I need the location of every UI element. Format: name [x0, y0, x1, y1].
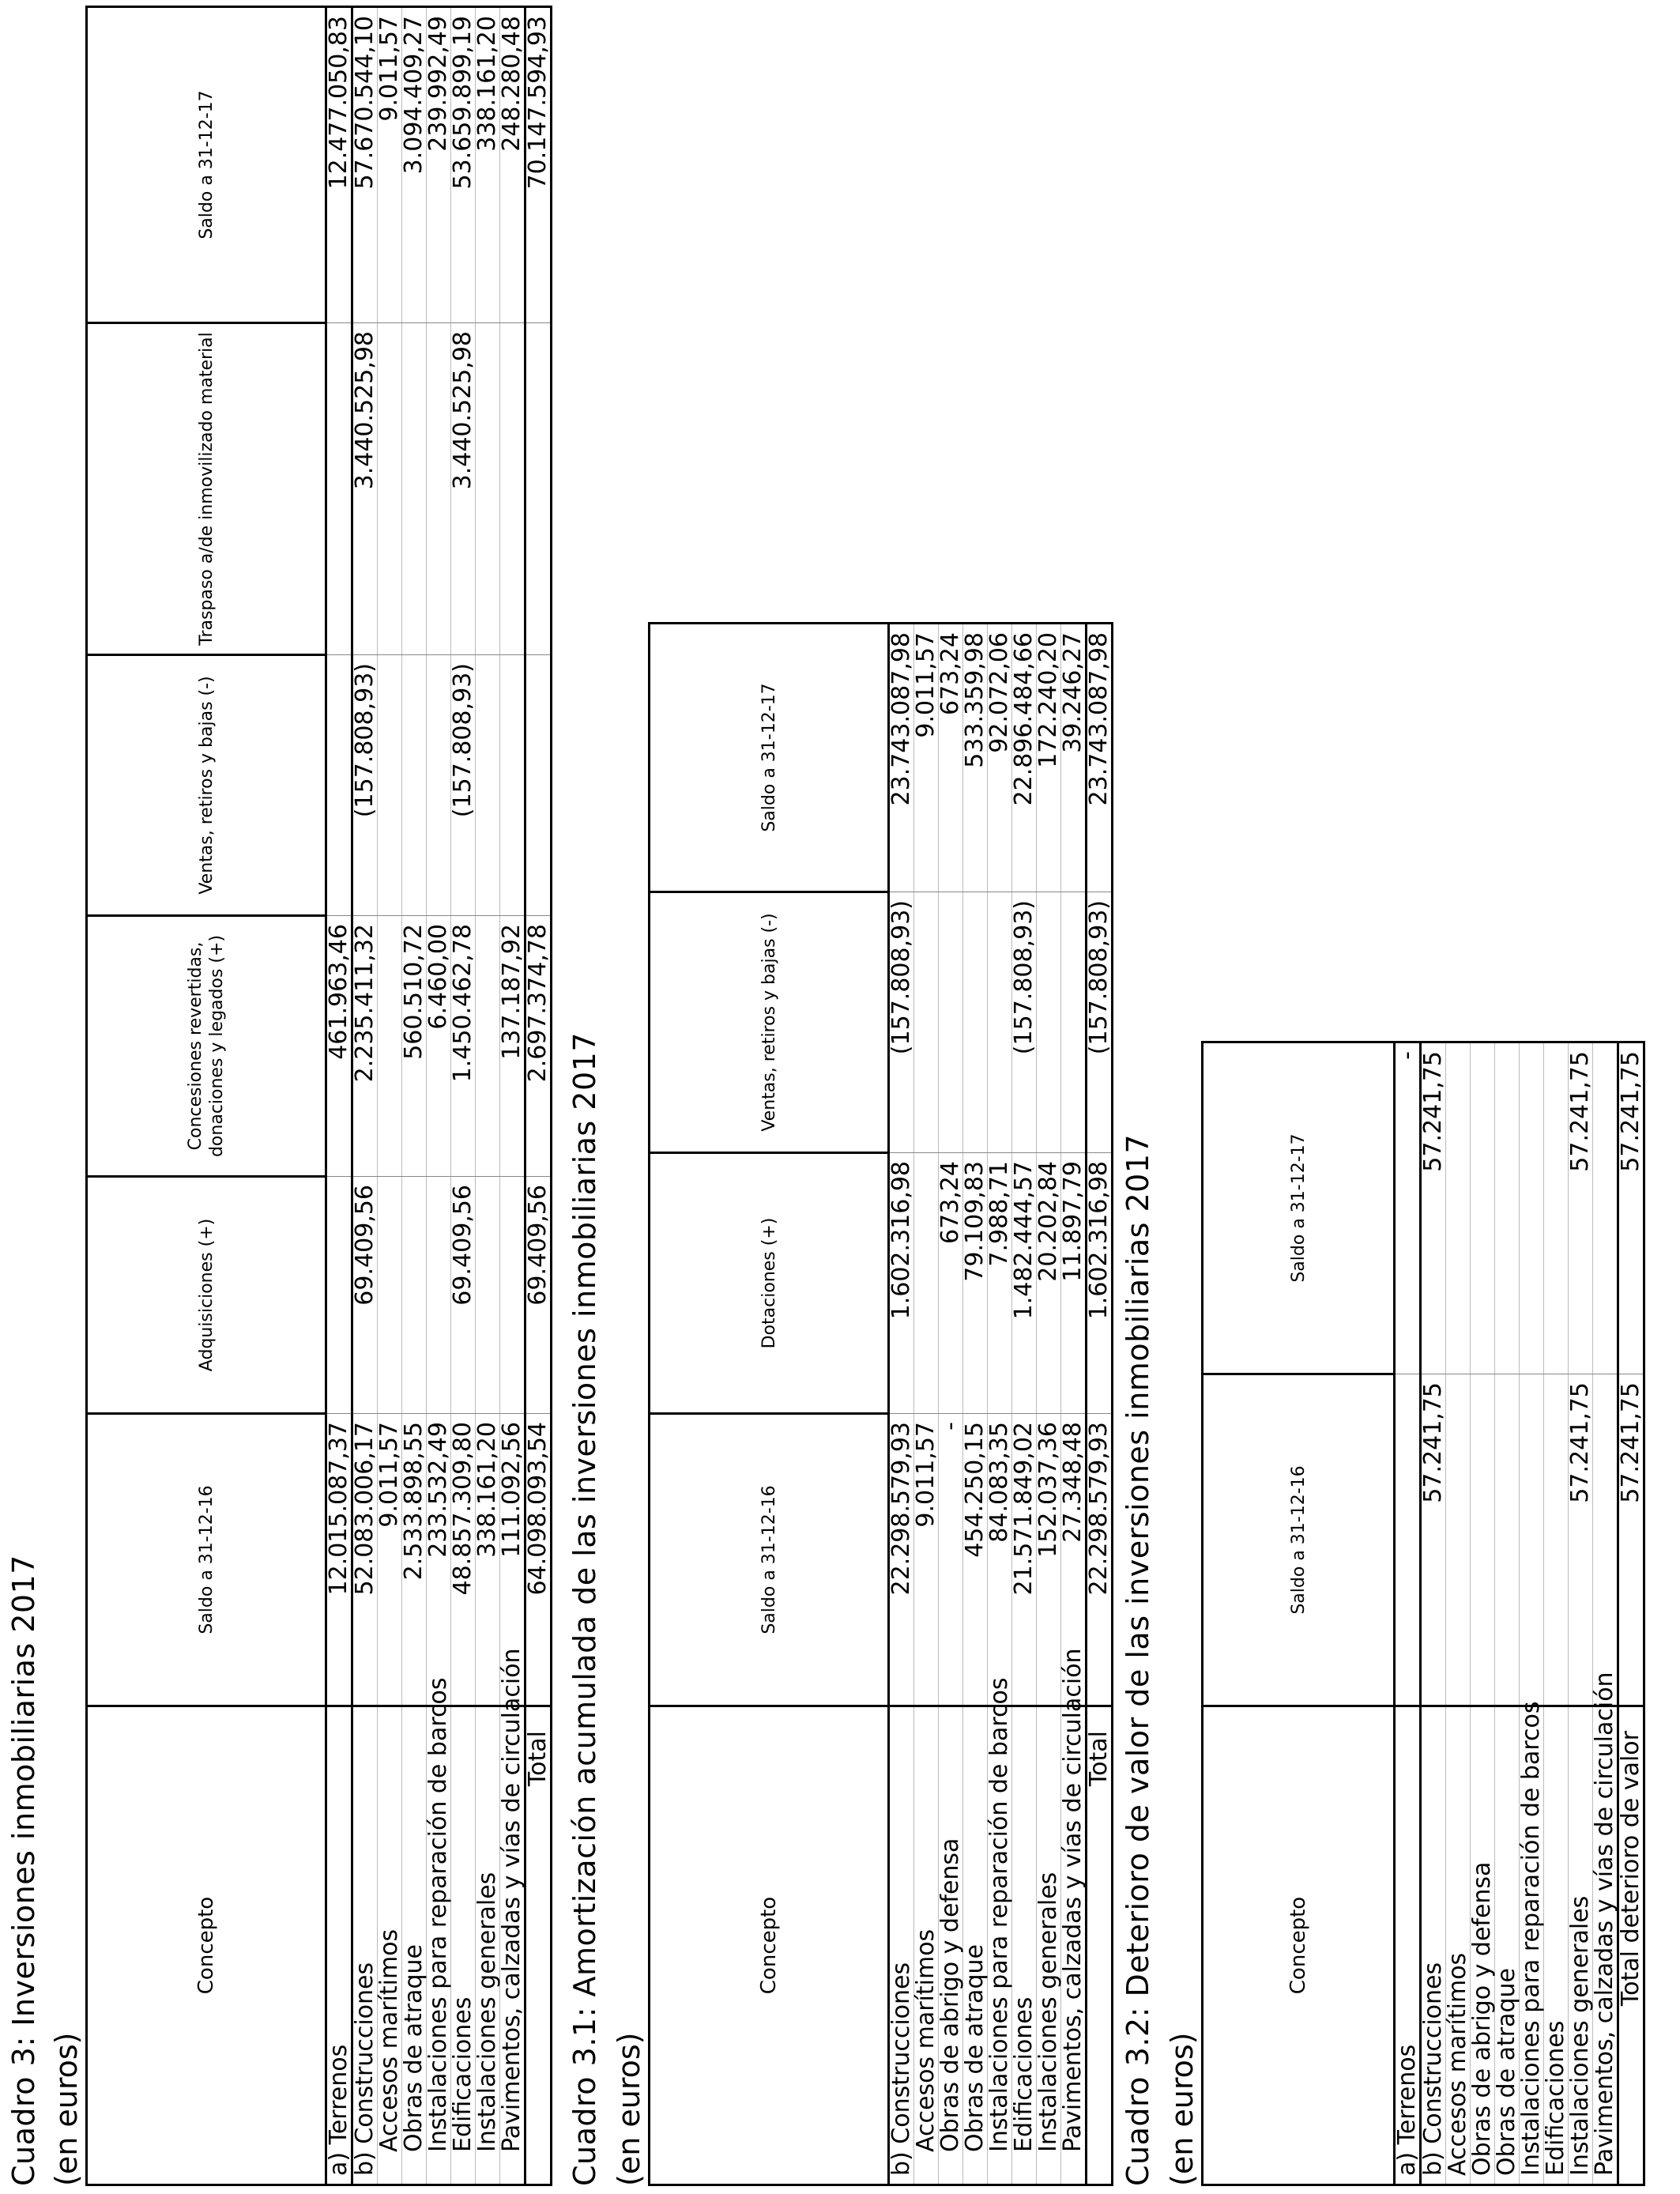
table-row — [1446, 1042, 1471, 2185]
value-cell: 461.963,46 — [326, 916, 352, 1177]
total-row — [1618, 1042, 1644, 2185]
row-label: b) Construcciones — [889, 1706, 914, 2185]
value-cell — [1544, 1374, 1569, 1706]
column-header: Saldo a 31-12-16 — [87, 1414, 326, 1706]
header-row — [1203, 1042, 1395, 2185]
value-cell: 20.202,84 — [1037, 1153, 1061, 1414]
value-cell: 69.409,56 — [525, 1177, 552, 1414]
table-row — [402, 7, 427, 2185]
value-cell: 84.083,35 — [988, 1414, 1012, 1706]
table-row — [326, 7, 352, 2185]
value-cell: 57.241,75 — [1618, 1374, 1644, 1706]
value-cell: 11.897,79 — [1061, 1153, 1087, 1414]
value-cell — [378, 916, 402, 1177]
value-cell — [427, 323, 451, 655]
column-header: Ventas, retiros y bajas (-) — [87, 655, 326, 916]
cuadro3-table — [85, 6, 552, 2186]
value-cell: 248.280,48 — [500, 7, 525, 323]
table-row — [476, 7, 500, 2185]
value-cell: 338.161,20 — [476, 7, 500, 323]
column-header: Adquisiciones (+) — [87, 1177, 326, 1414]
value-cell: 57.241,75 — [1569, 1374, 1593, 1706]
row-label: b) Construcciones — [352, 1706, 378, 2185]
value-cell: 22.298.579,93 — [889, 1414, 914, 1706]
cuadro31-title: Cuadro 3.1: Amortización acumulada de las inversiones inmobiliarias 2017 — [567, 1032, 602, 2186]
value-cell: 533.359,98 — [963, 624, 988, 892]
value-cell — [1593, 1374, 1618, 1706]
value-cell — [378, 655, 402, 916]
value-cell: 9.011,57 — [378, 1414, 402, 1706]
table-row — [1471, 1042, 1495, 2185]
row-label: Pavimentos, calzadas y vías de circulación — [1593, 1706, 1618, 2185]
value-cell: 79.109,83 — [963, 1153, 988, 1414]
value-cell: 57.670.544,10 — [352, 7, 378, 323]
cuadro32-subtitle: (en euros) — [1165, 2032, 1200, 2186]
value-cell: 338.161,20 — [476, 1414, 500, 1706]
row-label: Edificaciones — [1012, 1706, 1037, 2185]
cuadro3-subtitle: (en euros) — [49, 2032, 84, 2186]
value-cell — [402, 1177, 427, 1414]
table-row — [939, 624, 963, 2185]
value-cell — [1495, 1374, 1520, 1706]
cuadro32-title: Cuadro 3.2: Deterioro de valor de las inversiones inmobiliarias 2017 — [1121, 1133, 1155, 2186]
table-row — [1061, 624, 1087, 2185]
value-cell — [476, 655, 500, 916]
value-cell: 1.602.316,98 — [1087, 1153, 1113, 1414]
table-row — [889, 624, 914, 2185]
value-cell — [939, 892, 963, 1153]
row-label: Total — [525, 1706, 552, 2185]
cuadro31-subtitle: (en euros) — [612, 2032, 646, 2186]
value-cell: 21.571.849,02 — [1012, 1414, 1037, 1706]
value-cell: 23.743.087,98 — [889, 624, 914, 892]
value-cell — [402, 323, 427, 655]
value-cell — [326, 323, 352, 655]
column-header: Saldo a 31-12-16 — [650, 1414, 889, 1706]
value-cell — [500, 323, 525, 655]
row-label: Pavimentos, calzadas y vías de circulación — [1061, 1706, 1087, 2185]
cuadro31-table — [648, 622, 1113, 2186]
value-cell — [500, 655, 525, 916]
value-cell — [914, 892, 939, 1153]
value-cell — [1395, 1374, 1421, 1706]
value-cell: (157.808,93) — [352, 655, 378, 916]
column-header: Concesiones revertidas, donaciones y legados (+) — [87, 916, 326, 1177]
value-cell: (157.808,93) — [451, 655, 476, 916]
value-cell: 53.659.899,19 — [451, 7, 476, 323]
value-cell — [402, 655, 427, 916]
value-cell — [1446, 1042, 1471, 1374]
value-cell: 673,24 — [939, 624, 963, 892]
value-cell: 172.240,20 — [1037, 624, 1061, 892]
cuadro3-title: Cuadro 3: Inversiones inmobiliarias 2017 — [6, 1555, 41, 2186]
table-row — [1520, 1042, 1544, 2185]
row-label: Instalaciones generales — [1037, 1706, 1061, 2185]
value-cell — [476, 1177, 500, 1414]
value-cell: 57.241,75 — [1618, 1042, 1644, 1374]
value-cell — [1520, 1042, 1544, 1374]
row-label: Edificaciones — [1544, 1706, 1569, 2185]
value-cell — [1061, 892, 1087, 1153]
column-header: Traspaso a/de inmovilizado material — [87, 323, 326, 655]
value-cell: 2.697.374,78 — [525, 916, 552, 1177]
value-cell — [525, 655, 552, 916]
value-cell — [1495, 1042, 1520, 1374]
table-row — [451, 7, 476, 2185]
column-header: Saldo a 31-12-17 — [87, 7, 326, 323]
column-header: Saldo a 31-12-16 — [1203, 1374, 1395, 1706]
value-cell: 152.037,36 — [1037, 1414, 1061, 1706]
value-cell: - — [1395, 1042, 1421, 1374]
value-cell: 3.094.409,27 — [402, 7, 427, 323]
value-cell — [1520, 1374, 1544, 1706]
column-header: Saldo a 31-12-17 — [650, 624, 889, 892]
value-cell — [1037, 892, 1061, 1153]
row-label: Obras de abrigo y defensa — [939, 1706, 963, 2185]
table-row — [1569, 1042, 1593, 2185]
table-row — [1495, 1042, 1520, 2185]
table-row — [1012, 624, 1037, 2185]
value-cell: (157.808,93) — [889, 892, 914, 1153]
total-row — [525, 7, 552, 2185]
value-cell — [378, 323, 402, 655]
row-label: Instalaciones para reparación de barcos — [988, 1706, 1012, 2185]
value-cell — [525, 323, 552, 655]
row-label: Edificaciones — [451, 1706, 476, 2185]
value-cell: 64.098.093,54 — [525, 1414, 552, 1706]
row-label: b) Construcciones — [1421, 1706, 1446, 2185]
table-row — [914, 624, 939, 2185]
value-cell — [476, 323, 500, 655]
value-cell — [963, 892, 988, 1153]
value-cell: 6.460,00 — [427, 916, 451, 1177]
column-header: Saldo a 31-12-17 — [1203, 1042, 1395, 1374]
table-row — [1544, 1042, 1569, 2185]
header-row — [87, 7, 326, 2185]
row-label: Accesos marítimos — [914, 1706, 939, 2185]
table-row — [352, 7, 378, 2185]
value-cell — [1471, 1374, 1495, 1706]
table-row — [988, 624, 1012, 2185]
value-cell: 39.246,27 — [1061, 624, 1087, 892]
column-header: Concepto — [87, 1706, 326, 2185]
cuadro32-table — [1201, 1041, 1645, 2186]
value-cell — [914, 1153, 939, 1414]
row-label: Obras de atraque — [402, 1706, 427, 2185]
value-cell: 454.250,15 — [963, 1414, 988, 1706]
value-cell: 12.015.087,37 — [326, 1414, 352, 1706]
value-cell — [1446, 1374, 1471, 1706]
row-label: Instalaciones generales — [476, 1706, 500, 2185]
value-cell: - — [939, 1414, 963, 1706]
value-cell: 12.477.050,83 — [326, 7, 352, 323]
value-cell: 69.409,56 — [352, 1177, 378, 1414]
row-label: Accesos marítimos — [1446, 1706, 1471, 2185]
value-cell — [500, 1177, 525, 1414]
value-cell: 9.011,57 — [378, 7, 402, 323]
value-cell: 3.440.525,98 — [451, 323, 476, 655]
column-header: Concepto — [650, 1706, 889, 2185]
value-cell: 2.533.898,55 — [402, 1414, 427, 1706]
value-cell: 7.988,71 — [988, 1153, 1012, 1414]
table-row — [1593, 1042, 1618, 2185]
value-cell: 22.896.484,66 — [1012, 624, 1037, 892]
row-label: Total deterioro de valor — [1618, 1706, 1644, 2185]
value-cell — [326, 1177, 352, 1414]
value-cell: (157.808,93) — [1012, 892, 1037, 1153]
table-row — [1037, 624, 1061, 2185]
value-cell — [1593, 1042, 1618, 1374]
table-row — [378, 7, 402, 2185]
value-cell — [1471, 1042, 1495, 1374]
table-row — [1395, 1042, 1421, 2185]
value-cell: 673,24 — [939, 1153, 963, 1414]
row-label: a) Terrenos — [326, 1706, 352, 2185]
table-row — [963, 624, 988, 2185]
row-label: Total — [1087, 1706, 1113, 2185]
value-cell: 27.348,48 — [1061, 1414, 1087, 1706]
row-label: Obras de abrigo y defensa — [1471, 1706, 1495, 2185]
value-cell: 57.241,75 — [1421, 1042, 1446, 1374]
row-label: Obras de atraque — [963, 1706, 988, 2185]
value-cell — [1544, 1042, 1569, 1374]
value-cell: 22.298.579,93 — [1087, 1414, 1113, 1706]
value-cell: (157.808,93) — [1087, 892, 1113, 1153]
value-cell: 111.092,56 — [500, 1414, 525, 1706]
row-label: Instalaciones para reparación de barcos — [427, 1706, 451, 2185]
value-cell: 92.072,06 — [988, 624, 1012, 892]
value-cell: 23.743.087,98 — [1087, 624, 1113, 892]
table-row — [427, 7, 451, 2185]
column-header: Ventas, retiros y bajas (-) — [650, 892, 889, 1153]
value-cell: 1.482.444,57 — [1012, 1153, 1037, 1414]
value-cell: 1.450.462,78 — [451, 916, 476, 1177]
value-cell: 239.992,49 — [427, 7, 451, 323]
value-cell: 48.857.309,80 — [451, 1414, 476, 1706]
header-row — [650, 624, 889, 2185]
row-label: Instalaciones generales — [1569, 1706, 1593, 2185]
value-cell: 1.602.316,98 — [889, 1153, 914, 1414]
value-cell: 69.409,56 — [451, 1177, 476, 1414]
value-cell: 57.241,75 — [1421, 1374, 1446, 1706]
row-label: Instalaciones para reparación de barcos — [1520, 1706, 1544, 2185]
column-header: Dotaciones (+) — [650, 1153, 889, 1414]
row-label: Obras de atraque — [1495, 1706, 1520, 2185]
value-cell: 560.510,72 — [402, 916, 427, 1177]
value-cell: 57.241,75 — [1569, 1042, 1593, 1374]
column-header: Concepto — [1203, 1706, 1395, 2185]
table-row — [500, 7, 525, 2185]
value-cell — [427, 655, 451, 916]
row-label: a) Terrenos — [1395, 1706, 1421, 2185]
row-label: Pavimentos, calzadas y vías de circulación — [500, 1706, 525, 2185]
value-cell: 2.235.411,32 — [352, 916, 378, 1177]
value-cell: 233.532,49 — [427, 1414, 451, 1706]
value-cell: 137.187,92 — [500, 916, 525, 1177]
value-cell: 52.083.006,17 — [352, 1414, 378, 1706]
value-cell: 3.440.525,98 — [352, 323, 378, 655]
total-row — [1087, 624, 1113, 2185]
value-cell — [427, 1177, 451, 1414]
value-cell: 9.011,57 — [914, 1414, 939, 1706]
value-cell: 9.011,57 — [914, 624, 939, 892]
row-label: Accesos marítimos — [378, 1706, 402, 2185]
value-cell: 70.147.594,93 — [525, 7, 552, 323]
value-cell — [326, 655, 352, 916]
value-cell — [476, 916, 500, 1177]
table-row — [1421, 1042, 1446, 2185]
value-cell — [378, 1177, 402, 1414]
value-cell — [988, 892, 1012, 1153]
